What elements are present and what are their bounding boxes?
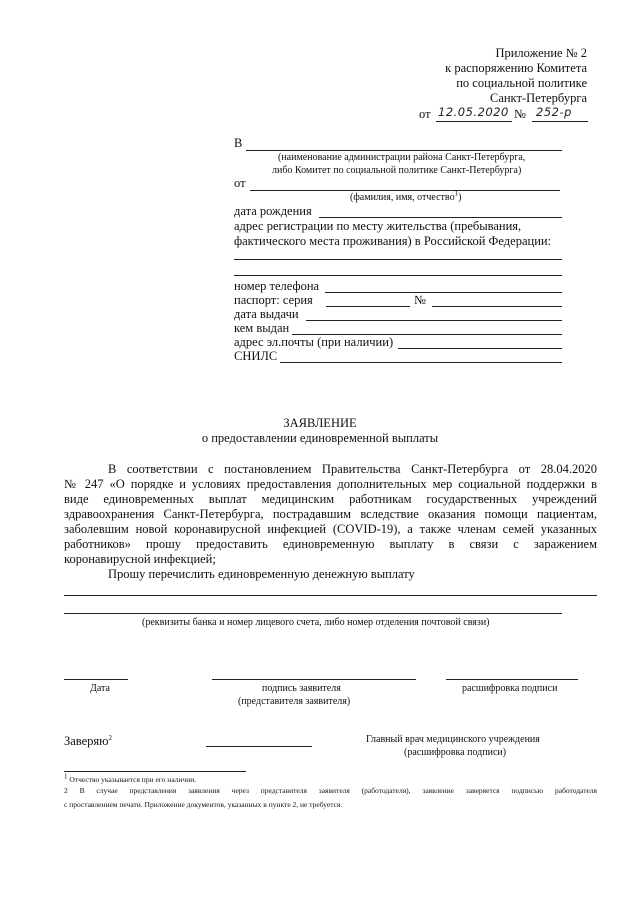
- appendix-ref-line: к распоряжению Комитета: [445, 61, 587, 75]
- from-field[interactable]: [250, 190, 560, 191]
- snils-field[interactable]: [280, 362, 562, 363]
- order-number-sign: №: [514, 107, 526, 121]
- certify-label: Заверяю$^2$: [64, 733, 113, 748]
- chief-doctor-label: Главный врач медицинского учреждения: [366, 734, 540, 745]
- address-label: адрес регистрации по месту жительства (пребывания,: [234, 219, 522, 233]
- body-text-line: работников» прошу предоставить единовременную выплату в связи с заражением: [64, 537, 597, 551]
- bank-details-hint: (реквизиты банка и номер лицевого счета, либо номер отделения почтовой связи): [142, 617, 490, 628]
- email-label: адрес эл.почты (при наличии): [234, 335, 394, 349]
- footnote-1: $^1$ Отчество указывается при его наличии.: [64, 772, 197, 784]
- signature-label: подпись заявителя: [262, 683, 341, 694]
- body-text-line: здравоохранения Санкт-Петербурга, пострадавшим вследствие оказания помощи пациентам,: [64, 507, 597, 521]
- body-text-line: коронавирусной инфекцией;: [64, 552, 216, 566]
- issue-date-field[interactable]: [306, 320, 562, 321]
- order-number-handwritten: 252-р: [536, 105, 572, 119]
- bank-details-field[interactable]: [64, 613, 562, 614]
- appendix-ref-line: по социальной политике: [456, 76, 587, 90]
- footnote-2: 2 В случае представления заявления через представителя заявителя (работодателя), заявление заверяется подписью работодателя: [64, 786, 597, 795]
- from-hint: (фамилия, имя, отчество$^1$): [350, 189, 462, 203]
- signature-label: (представителя заявителя): [238, 696, 351, 707]
- from-label: от: [234, 176, 246, 190]
- certify-signature-field[interactable]: [206, 746, 312, 747]
- phone-label: номер телефона: [234, 279, 320, 293]
- passport-number-field[interactable]: [432, 306, 562, 307]
- passport-series-field[interactable]: [326, 306, 410, 307]
- body-text-line: № 247 «О порядке и условиях предоставления дополнительных мер социальной поддержки в: [64, 477, 597, 491]
- email-field[interactable]: [398, 348, 562, 349]
- order-date-handwritten: 12.05.2020: [438, 105, 509, 119]
- document-subtitle: о предоставлении единовременной выплаты: [201, 431, 439, 445]
- snils-label: СНИЛС: [234, 349, 278, 363]
- to-field[interactable]: [246, 150, 562, 151]
- signature-field[interactable]: [212, 679, 416, 680]
- footnote-2-continued: с проставлением печати. Приложение документов, указанных в пункте 2, не требуется.: [64, 800, 343, 809]
- decoding-field[interactable]: [446, 679, 578, 680]
- to-hint: либо Комитет по социальной политике Санкт-Петербурга): [272, 165, 522, 176]
- appendix-title: Приложение № 2: [495, 46, 587, 60]
- bank-details-field[interactable]: [64, 595, 597, 596]
- passport-number-label: №: [414, 293, 426, 307]
- to-label: В: [234, 136, 243, 150]
- document-title: ЗАЯВЛЕНИЕ: [283, 416, 357, 430]
- birth-date-field[interactable]: [319, 217, 562, 218]
- body-text-line: заболевшим новой коронавирусной инфекцией (COVID-19), а также членам семей указанных: [64, 522, 597, 536]
- body-text-line: В соответствии с постановлением Правительства Санкт-Петербурга от 28.04.2020: [108, 462, 597, 476]
- body-text-line: виде единовременных выплат медицинским работникам государственных учреждений: [64, 492, 597, 506]
- footnote-separator: [64, 771, 246, 772]
- chief-decoding-label: (расшифровка подписи): [404, 747, 507, 758]
- issue-date-label: дата выдачи: [234, 307, 299, 321]
- to-hint: (наименование администрации района Санкт-Петербурга,: [278, 152, 526, 163]
- address-field-line[interactable]: [234, 275, 562, 276]
- issued-by-label: кем выдан: [234, 321, 290, 335]
- date-field[interactable]: [64, 679, 128, 680]
- passport-series-label: паспорт: серия: [234, 293, 313, 307]
- address-label: фактического места проживания) в Российской Федерации:: [234, 234, 552, 248]
- decoding-label: расшифровка подписи: [462, 683, 558, 694]
- address-field-line[interactable]: [234, 259, 562, 260]
- order-date-prefix: от: [419, 107, 431, 121]
- phone-field[interactable]: [325, 292, 562, 293]
- birth-date-label: дата рождения: [234, 204, 312, 218]
- date-label: Дата: [90, 683, 110, 694]
- transfer-request: Прошу перечислить единовременную денежную выплату: [108, 567, 415, 581]
- appendix-ref-line: Санкт-Петербурга: [489, 91, 587, 105]
